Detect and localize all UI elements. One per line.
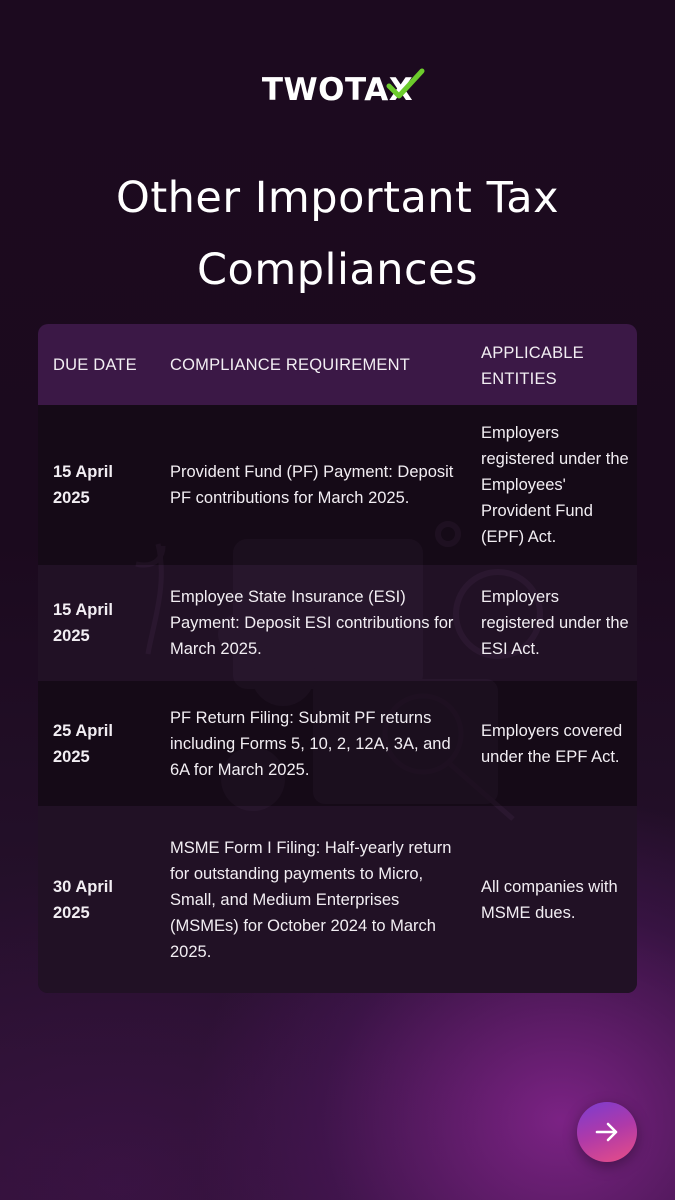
row-requirement: PF Return Filing: Submit PF returns including Forms 5, 10, 2, 12A, 3A, and 6A for March 2025.: [170, 708, 451, 779]
header-compliance-requirement: COMPLIANCE REQUIREMENT: [170, 356, 411, 374]
row-entities: All companies with MSME dues.: [481, 877, 618, 922]
table-row: [38, 565, 637, 681]
row-due-date: 25 April 2025: [53, 721, 113, 766]
row-requirement: Employee State Insurance (ESI) Payment: Deposit ESI contributions for March 2025.: [170, 588, 454, 658]
brand-logo-wrapper: [262, 72, 413, 108]
row-due-date: 30 April 2025: [53, 877, 113, 922]
page-title: Other Important Tax Compliances: [115, 173, 560, 295]
brand-logo-text: TWOTAX: [261, 72, 414, 108]
row-entities: Employers registered under the Employees' Provident Fund (EPF) Act.: [481, 424, 629, 546]
brand-logo: [0, 72, 675, 108]
next-slide-button[interactable]: [577, 1102, 637, 1162]
row-requirement: MSME Form I Filing: Half-yearly return for outstanding payments to Micro, Small, and Medium Enterprises (MSMEs) for October 2024 to March 2025.: [170, 838, 452, 961]
table-row: [38, 405, 637, 565]
row-requirement: Provident Fund (PF) Payment: Deposit PF contributions for March 2025.: [170, 463, 454, 507]
header-due-date: DUE DATE: [53, 356, 137, 374]
row-entities: Employers covered under the EPF Act.: [481, 721, 623, 766]
row-due-date: 15 April 2025: [53, 463, 113, 507]
table-header: [38, 324, 637, 405]
row-due-date: 15 April 2025: [53, 601, 113, 645]
table-row: [38, 806, 637, 993]
header-applicable-entities: APPLICABLE ENTITIES: [481, 344, 584, 388]
arrow-right-icon: [593, 1118, 621, 1146]
row-entities: Employers registered under the ESI Act.: [481, 588, 629, 658]
checkmark-icon: [385, 68, 425, 102]
table-row: [38, 681, 637, 806]
compliance-table: [38, 324, 637, 993]
